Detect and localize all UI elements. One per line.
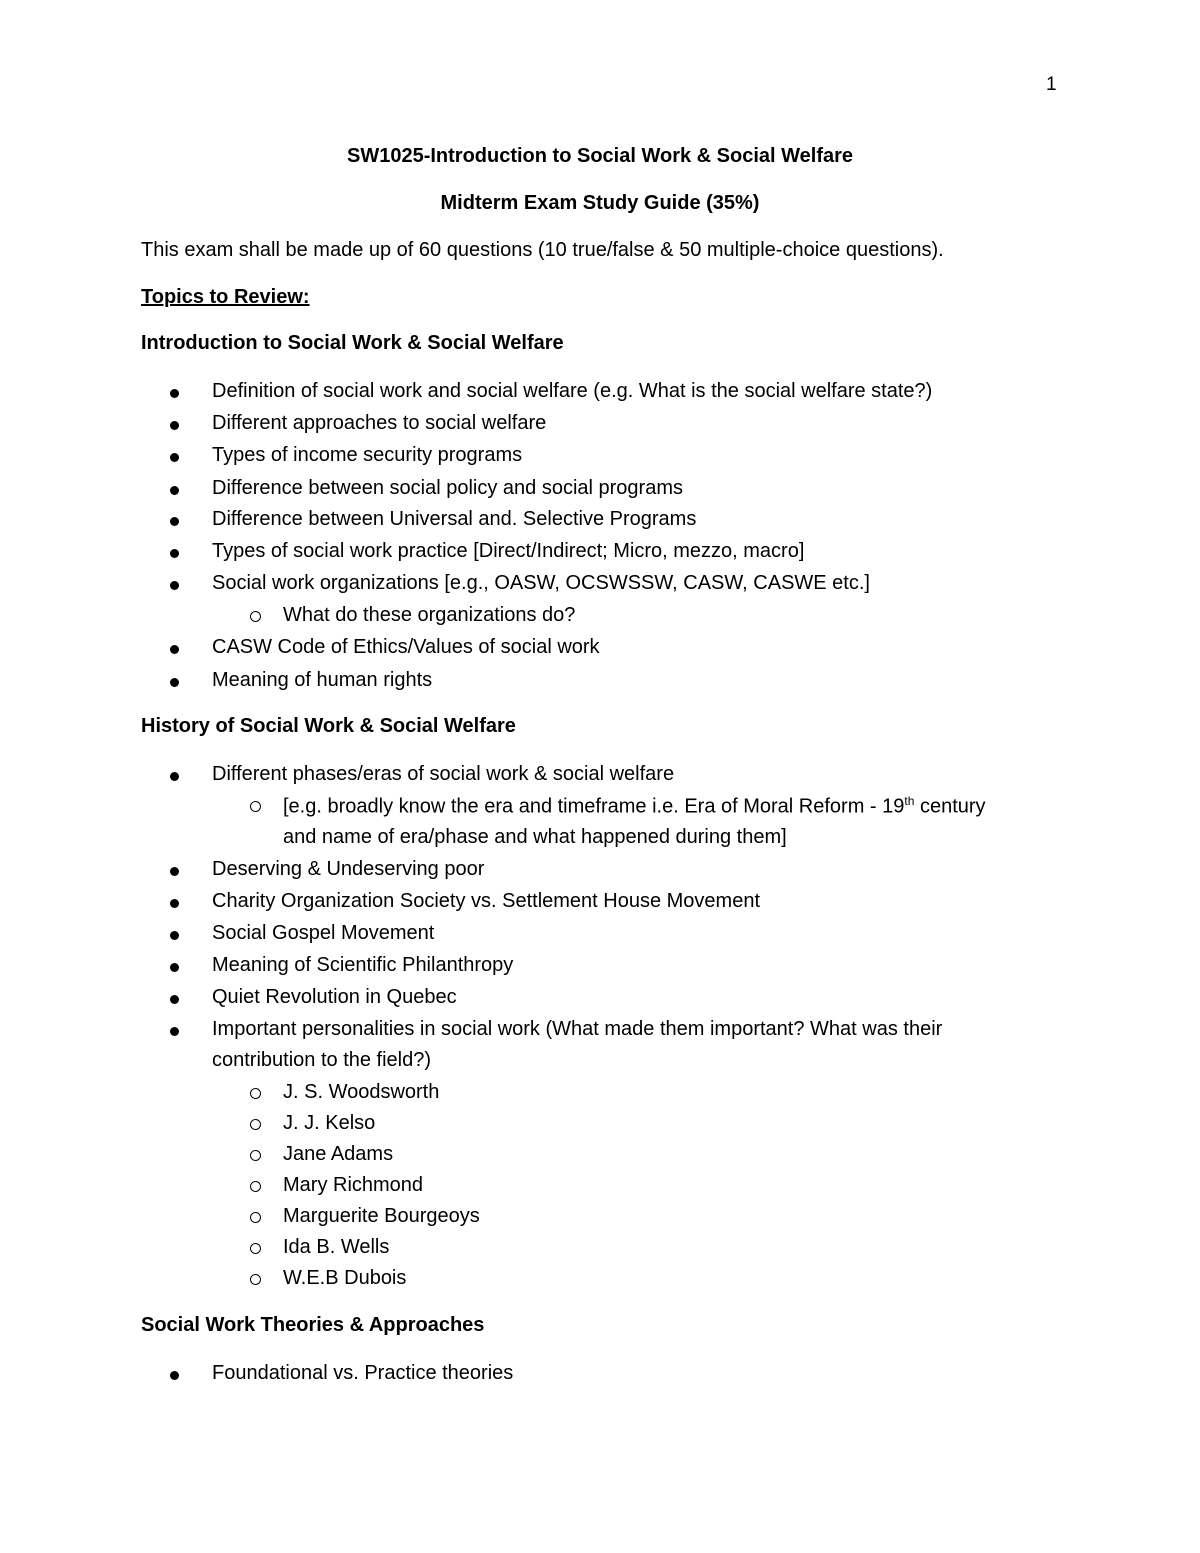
bullet-icon: [170, 1027, 179, 1036]
list-item-text: CASW Code of Ethics/Values of social work: [212, 636, 600, 658]
sub-list-item-text: Mary Richmond: [283, 1174, 424, 1196]
era-note-part2: century: [914, 795, 986, 818]
list-item-text: Charity Organization Society vs. Settlement House Movement: [212, 890, 761, 912]
sub-list-item-text: Ida B. Wells: [283, 1236, 390, 1258]
sub-bullet-icon: [250, 1181, 261, 1192]
sub-bullet-icon: [250, 1150, 261, 1161]
era-note-part1: [e.g. broadly know the era and timeframe i.e. Era of Moral Reform - 19: [283, 795, 905, 818]
sub-list-item-text: J. J. Kelso: [283, 1112, 376, 1134]
bullet-icon: [170, 645, 179, 654]
sub-bullet-icon: [250, 801, 261, 812]
bullet-icon: [170, 486, 179, 495]
sub-list-item-text: Marguerite Bourgeoys: [283, 1205, 480, 1227]
list-item-text: Social work organizations [e.g., OASW, OCSWSSW, CASW, CASWE etc.]: [212, 572, 870, 594]
bullet-icon: [170, 963, 179, 972]
bullet-icon: [170, 1371, 179, 1380]
list-item-text: Difference between Universal and. Selective Programs: [212, 508, 697, 530]
bullet-icon: [170, 453, 179, 462]
sub-bullet-icon: [250, 611, 261, 622]
list-item-text: Types of social work practice [Direct/Indirect; Micro, mezzo, macro]: [212, 540, 805, 562]
bullet-icon: [170, 421, 179, 430]
bullet-icon: [170, 517, 179, 526]
era-note-superscript: th: [904, 794, 915, 808]
bullet-icon: [170, 867, 179, 876]
page-number: 1: [1046, 74, 1057, 95]
topics-label: Topics to Review:: [141, 286, 310, 308]
sub-bullet-icon: [250, 1243, 261, 1254]
list-item-text: Social Gospel Movement: [212, 922, 435, 944]
sub-list-item-text: [283, 794, 986, 819]
bullet-icon: [170, 389, 179, 398]
bullet-icon: [170, 581, 179, 590]
bullet-icon: [170, 899, 179, 908]
list-item-text: Important personalities in social work (What made them important? What was their: [212, 1018, 943, 1040]
list-item-text: Meaning of Scientific Philanthropy: [212, 954, 514, 976]
list-item-text: Foundational vs. Practice theories: [212, 1362, 514, 1384]
sub-bullet-icon: [250, 1212, 261, 1223]
list-item-text: Different approaches to social welfare: [212, 412, 547, 434]
sub-bullet-icon: [250, 1274, 261, 1285]
section-heading-history: History of Social Work & Social Welfare: [141, 715, 516, 737]
bullet-icon: [170, 772, 179, 781]
sub-bullet-icon: [250, 1119, 261, 1130]
sub-bullet-icon: [250, 1088, 261, 1099]
bullet-icon: [170, 678, 179, 687]
course-title: SW1025-Introduction to Social Work & Social Welfare: [346, 145, 854, 167]
list-item-text: Difference between social policy and social programs: [212, 477, 683, 499]
bullet-icon: [170, 549, 179, 558]
sub-list-item-text: W.E.B Dubois: [283, 1267, 407, 1289]
list-item-text: Deserving & Undeserving poor: [212, 858, 485, 880]
bullet-icon: [170, 931, 179, 940]
list-item-text: Definition of social work and social welfare (e.g. What is the social welfare state?): [212, 380, 933, 402]
section-heading-theories: Social Work Theories & Approaches: [141, 1314, 485, 1336]
sub-list-item-text: Jane Adams: [283, 1143, 394, 1165]
guide-title: Midterm Exam Study Guide (35%): [440, 192, 760, 214]
exam-description: This exam shall be made up of 60 questions (10 true/false & 50 multiple-choice questions).: [141, 239, 944, 261]
list-item-text: contribution to the field?): [212, 1049, 432, 1071]
sub-list-item-text: J. S. Woodsworth: [283, 1081, 440, 1103]
section-heading-intro: Introduction to Social Work & Social Welfare: [141, 332, 564, 354]
list-item-text: Different phases/eras of social work & social welfare: [212, 763, 675, 785]
era-note-line2: and name of era/phase and what happened during them]: [283, 826, 787, 848]
list-item-text: Quiet Revolution in Quebec: [212, 986, 457, 1008]
list-item-text: Types of income security programs: [212, 444, 523, 466]
bullet-icon: [170, 995, 179, 1004]
sub-list-item-text: What do these organizations do?: [283, 604, 576, 626]
list-item-text: Meaning of human rights: [212, 669, 433, 691]
